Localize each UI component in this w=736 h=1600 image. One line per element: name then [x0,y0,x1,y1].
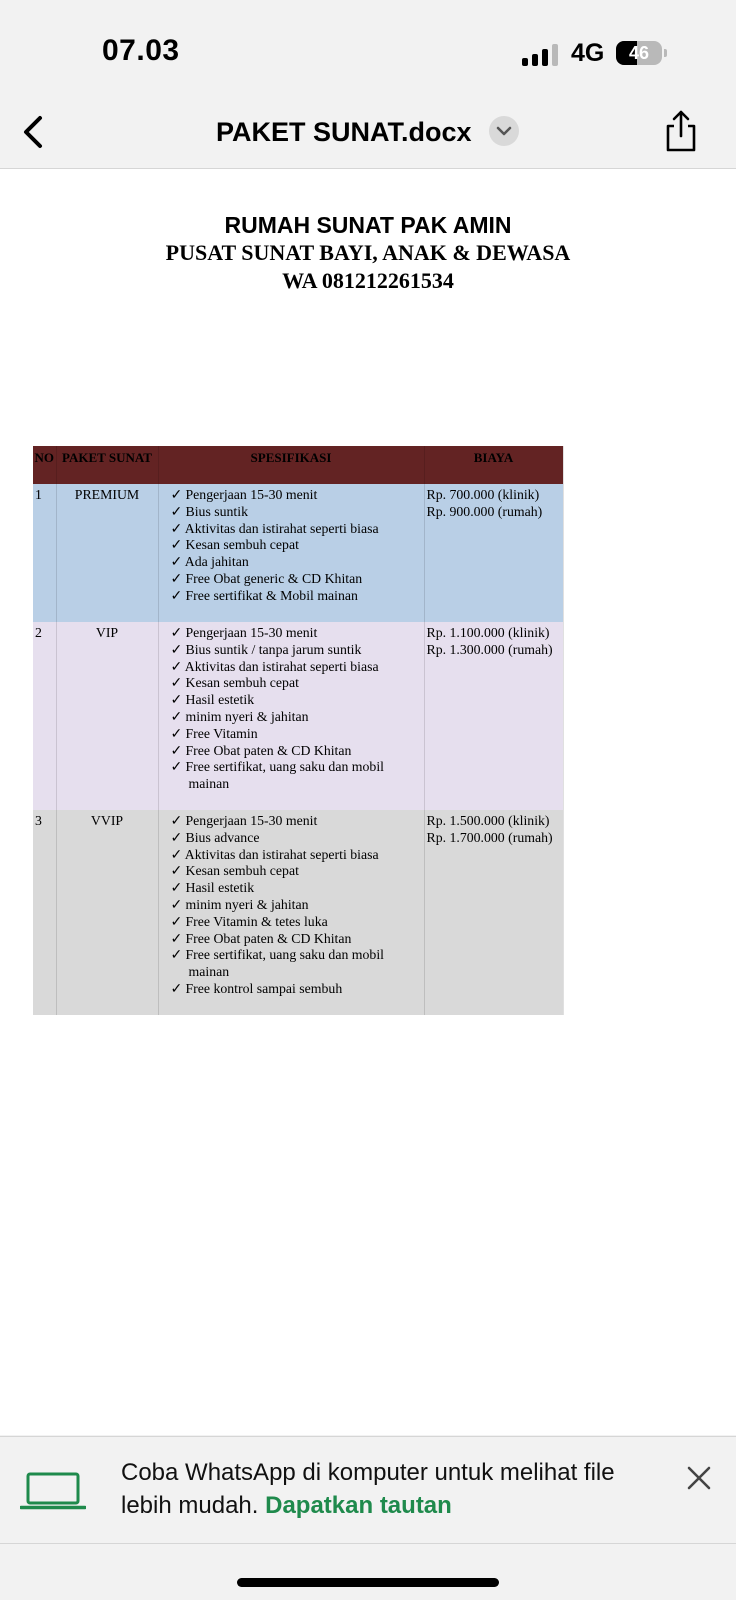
spec-item: ✓ Free sertifikat, uang saku dan mobil [170,759,384,775]
spec-item: ✓ Pengerjaan 15-30 menit [170,487,318,502]
battery-cap [664,49,667,57]
spec-item: ✓ Kesan sembuh cepat [170,537,299,553]
status-bar [0,0,736,100]
cellular-signal-icon [522,44,560,66]
cell-price [424,810,563,1015]
cell-specifications [158,622,424,810]
spec-item: ✓ Pengerjaan 15-30 menit [170,625,318,640]
cell-specifications [158,810,424,1015]
price-item: Rp. 1.100.000 (klinik) [426,625,550,640]
banner-message [121,1456,671,1522]
heading-subtitle: PUSAT SUNAT BAYI, ANAK & DEWASA [165,240,571,265]
document-header [0,100,736,169]
cell-package-name: PREMIUM [56,484,158,622]
network-type: 4G [571,39,605,67]
table-row [33,622,563,810]
table-header-row [33,446,563,484]
cell-price [424,484,563,622]
back-button[interactable] [18,112,52,152]
laptop-icon [20,1471,86,1511]
spec-item: ✓ Hasil estetik [170,880,255,896]
spec-item: ✓ Free Obat paten & CD Khitan [170,742,352,758]
document-preview[interactable] [0,169,736,1435]
spec-item: ✓ Free Obat paten & CD Khitan [170,930,352,946]
heading-clinic-name: RUMAH SUNAT PAK AMIN [224,212,512,238]
spec-item: ✓ Bius suntik [170,503,248,519]
column-header-package: PAKET SUNAT [56,446,158,484]
table-row [33,810,563,1015]
back-chevron-icon [18,112,52,152]
cell-price [424,622,563,810]
cell-no: 2 [33,622,56,810]
battery-level: 46 [628,43,650,63]
cell-package-name: VVIP [56,810,158,1015]
spec-item: ✓ Aktivitas dan istirahat seperti biasa [170,520,379,536]
heading-whatsapp: WA 081212261534 [282,268,454,293]
share-icon [662,108,700,154]
clock: 07.03 [102,34,180,67]
battery-icon [616,41,662,65]
table-row [33,484,563,622]
spec-item: mainan [188,964,230,980]
price-item: Rp. 1.700.000 (rumah) [426,829,553,845]
cell-no: 1 [33,484,56,622]
spec-item: ✓ Hasil estetik [170,692,255,708]
cell-package-name: VIP [56,622,158,810]
spec-item: ✓ Aktivitas dan istirahat seperti biasa [170,846,379,862]
whatsapp-desktop-banner [0,1436,736,1544]
spec-item: ✓ minim nyeri & jahitan [170,896,309,912]
spec-item: ✓ Bius suntik / tanpa jarum suntik [170,641,362,657]
share-button[interactable] [662,108,700,154]
spec-item: ✓ Pengerjaan 15-30 menit [170,813,318,828]
spec-item: ✓ Free Vitamin & tetes luka [170,913,328,929]
document-title[interactable]: PAKET SUNAT.docx [216,117,472,147]
dropdown-chevron-icon [489,116,519,146]
column-header-spec: SPESIFIKASI [158,446,424,484]
spec-item: ✓ Free sertifikat, uang saku dan mobil [170,947,384,963]
close-banner-button[interactable] [686,1465,712,1491]
get-link-button[interactable]: Dapatkan tautan [265,1492,452,1519]
price-item: Rp. 1.300.000 (rumah) [426,641,553,657]
spec-item: ✓ Free Obat generic & CD Khitan [170,570,363,586]
spec-item: ✓ Free kontrol sampai sembuh [170,980,343,996]
column-header-no: NO [33,446,56,484]
title-dropdown-button[interactable] [489,116,519,146]
cell-specifications [158,484,424,622]
spec-item: ✓ Ada jahitan [170,554,249,570]
home-indicator[interactable] [237,1578,499,1587]
banner-text: Coba WhatsApp di komputer untuk melihat file lebih mudah. [121,1459,615,1519]
spec-item: mainan [188,776,230,792]
column-header-price: BIAYA [424,446,563,484]
close-icon [686,1465,712,1491]
document-heading [0,211,736,295]
price-item: Rp. 900.000 (rumah) [426,503,543,519]
spec-item: ✓ Bius advance [170,829,260,845]
spec-item: ✓ Kesan sembuh cepat [170,863,299,879]
spec-item: ✓ minim nyeri & jahitan [170,708,309,724]
spec-item: ✓ Free Vitamin [170,725,258,741]
price-item: Rp. 1.500.000 (klinik) [426,813,550,828]
price-item: Rp. 700.000 (klinik) [426,487,540,502]
spec-item: ✓ Aktivitas dan istirahat seperti biasa [170,658,379,674]
spec-item: ✓ Kesan sembuh cepat [170,675,299,691]
package-price-table [33,446,564,1015]
cell-no: 3 [33,810,56,1015]
spec-item: ✓ Free sertifikat & Mobil mainan [170,587,358,603]
